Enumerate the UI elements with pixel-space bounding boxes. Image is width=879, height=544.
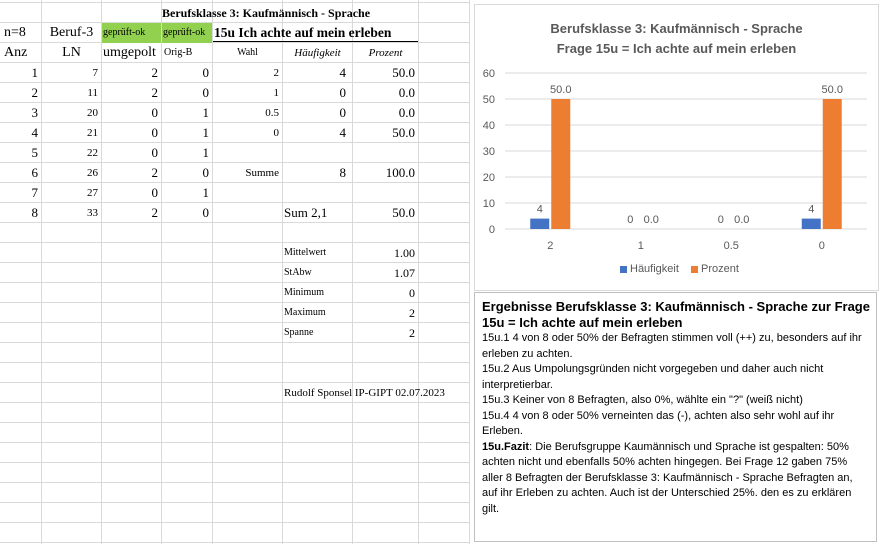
freq-wahl: 0.5 bbox=[265, 107, 279, 119]
data-label: 0 bbox=[627, 214, 634, 226]
result-15u-2: 15u.2 Aus Umpolungsgründen nicht vorgegeben und daher auch nicht interpretierbar. bbox=[482, 363, 824, 391]
stat-label: Minimum bbox=[284, 287, 325, 298]
data-label: 0 bbox=[717, 214, 724, 226]
summe-label: Summe bbox=[245, 167, 279, 179]
x-tick-label: 1 bbox=[637, 240, 644, 252]
freq-haeufigkeit: 0 bbox=[339, 85, 346, 100]
row-umgepolt: 2 bbox=[151, 205, 158, 220]
result-15u-1: 15u.1 4 von 8 oder 50% der Befragten stimmen voll (++) zu, besonders auf ihr erleben zu achten. bbox=[482, 332, 862, 360]
row-orig: 1 bbox=[202, 105, 209, 120]
bar-chart[interactable] bbox=[474, 4, 879, 291]
gepr-ok-2: geprüft-ok bbox=[162, 23, 212, 43]
summe-haeufigkeit: 8 bbox=[339, 165, 346, 180]
data-label: 4 bbox=[536, 203, 543, 216]
row-umgepolt: 0 bbox=[151, 145, 158, 160]
freq-prozent: 50.0 bbox=[392, 125, 415, 140]
stat-value: 1.00 bbox=[394, 246, 415, 260]
y-tick-label: 10 bbox=[482, 198, 495, 210]
row-ln: 27 bbox=[87, 187, 98, 199]
row-ln: 26 bbox=[87, 167, 98, 179]
col-ln: LN bbox=[62, 45, 81, 60]
n-label: n=8 bbox=[4, 25, 26, 40]
col-wahl: Wahl bbox=[237, 47, 258, 58]
freq-wahl: 0 bbox=[273, 127, 279, 139]
results-textbox[interactable] bbox=[474, 292, 877, 542]
freq-haeufigkeit: 0 bbox=[339, 105, 346, 120]
y-tick-label: 20 bbox=[482, 172, 495, 184]
row-umgepolt: 0 bbox=[151, 105, 158, 120]
freq-haeufigkeit: 4 bbox=[339, 65, 346, 80]
sheet-title: Berufsklasse 3: Kaufmännisch - Sprache bbox=[162, 6, 371, 20]
row-ln: 22 bbox=[87, 147, 98, 159]
y-tick-label: 50 bbox=[482, 94, 495, 106]
row-anz: 2 bbox=[31, 85, 38, 100]
row-orig: 0 bbox=[202, 65, 209, 80]
bar-prozent bbox=[823, 99, 842, 229]
x-tick-label: 2 bbox=[547, 240, 554, 252]
chart-subtitle: Frage 15u = Ich achte auf mein erleben bbox=[556, 41, 797, 56]
row-anz: 1 bbox=[31, 65, 38, 80]
data-label: 50.0 bbox=[821, 84, 843, 96]
row-ln: 7 bbox=[92, 67, 98, 79]
legend-swatch-prozent bbox=[691, 266, 698, 273]
row-umgepolt: 0 bbox=[151, 185, 158, 200]
result-15u-fazit bbox=[482, 440, 870, 518]
row-orig: 0 bbox=[202, 85, 209, 100]
beruf-label: Beruf-3 bbox=[49, 25, 94, 40]
fazit-label: 15u.Fazit bbox=[482, 440, 530, 453]
row-anz: 7 bbox=[31, 185, 38, 200]
row-anz: 6 bbox=[31, 165, 38, 180]
y-tick-label: 60 bbox=[482, 68, 495, 80]
row-orig: 1 bbox=[202, 185, 209, 200]
data-label: 0.0 bbox=[643, 214, 659, 226]
row-ln: 21 bbox=[87, 127, 98, 139]
data-label: 0.0 bbox=[734, 214, 750, 226]
bar-haeufigkeit bbox=[530, 219, 549, 229]
bar-prozent bbox=[551, 99, 570, 229]
x-tick-label: 0.5 bbox=[723, 240, 739, 252]
row-ln: 20 bbox=[87, 107, 98, 119]
row-umgepolt: 2 bbox=[151, 65, 158, 80]
freq-prozent: 0.0 bbox=[398, 85, 415, 100]
col-anz: Anz bbox=[4, 45, 28, 60]
stat-label: Spanne bbox=[284, 327, 314, 338]
result-15u-4: 15u.4 4 von 8 oder 50% verneinten das (-), achten also sehr wohl auf ihr Erleben. bbox=[482, 409, 835, 437]
stat-label: Maximum bbox=[284, 307, 326, 318]
row-orig: 0 bbox=[202, 205, 209, 220]
bar-haeufigkeit bbox=[802, 219, 821, 229]
col-prozent: Prozent bbox=[368, 47, 403, 59]
freq-prozent: 0.0 bbox=[398, 105, 415, 120]
summe-prozent: 100.0 bbox=[385, 165, 415, 180]
sum21-label: Sum 2,1 bbox=[284, 205, 328, 220]
data-label: 4 bbox=[808, 203, 815, 216]
col-orig-b: Orig-B bbox=[164, 47, 193, 58]
legend-label-haeufigkeit: Häufigkeit bbox=[630, 263, 679, 275]
chart-title: Berufsklasse 3: Kaufmännisch - Sprache bbox=[550, 21, 803, 36]
row-anz: 8 bbox=[31, 205, 38, 220]
row-anz: 4 bbox=[31, 125, 38, 140]
legend-label-prozent: Prozent bbox=[701, 263, 739, 275]
row-ln: 11 bbox=[87, 87, 98, 99]
row-ln: 33 bbox=[87, 207, 98, 219]
freq-prozent: 50.0 bbox=[392, 65, 415, 80]
row-orig: 1 bbox=[202, 125, 209, 140]
freq-wahl: 1 bbox=[273, 87, 279, 99]
stat-label: StAbw bbox=[284, 267, 312, 278]
row-orig: 0 bbox=[202, 165, 209, 180]
row-umgepolt: 0 bbox=[151, 125, 158, 140]
freq-haeufigkeit: 4 bbox=[339, 125, 346, 140]
stat-label: Mittelwert bbox=[284, 247, 327, 258]
y-tick-label: 40 bbox=[482, 120, 495, 132]
chart-legend bbox=[620, 263, 739, 275]
row-orig: 1 bbox=[202, 145, 209, 160]
results-heading: Ergebnisse Berufsklasse 3: Kaufmännisch - Sprache zur Frage 15u = Ich achte auf mein erleben bbox=[482, 299, 870, 330]
x-tick-label: 0 bbox=[818, 240, 825, 252]
stat-value: 2 bbox=[409, 306, 415, 320]
sum21-prozent: 50.0 bbox=[392, 205, 415, 220]
row-umgepolt: 2 bbox=[151, 165, 158, 180]
author-credit: Rudolf Sponsel IP-GIPT 02.07.2023 bbox=[284, 387, 445, 399]
row-anz: 3 bbox=[31, 105, 38, 120]
stat-value: 0 bbox=[409, 286, 415, 300]
col-umgepolt: umgepolt bbox=[103, 45, 156, 60]
data-label: 50.0 bbox=[550, 84, 572, 96]
legend-swatch-haeufigkeit bbox=[620, 266, 627, 273]
result-15u-3: 15u.3 Keiner von 8 Befragten, also 0%, wählte ein "?" (weiß nicht) bbox=[482, 394, 803, 406]
y-tick-label: 0 bbox=[488, 224, 495, 236]
chart-plot bbox=[475, 5, 878, 290]
freq-wahl: 2 bbox=[273, 67, 279, 79]
col-haeufigkeit: Häufigkeit bbox=[294, 47, 341, 59]
row-anz: 5 bbox=[31, 145, 38, 160]
row-umgepolt: 2 bbox=[151, 85, 158, 100]
question-header: 15u Ich achte auf mein erleben bbox=[214, 25, 392, 40]
y-tick-label: 30 bbox=[482, 146, 495, 158]
stat-value: 1.07 bbox=[394, 266, 415, 280]
gepr-ok-1: geprüft-ok bbox=[102, 23, 161, 43]
stat-value: 2 bbox=[409, 326, 415, 340]
fazit-text: : Die Berufsgruppe Kaumännisch und Sprache ist gespalten: 50% achten nicht und ebenfalls 50% achten hingegen. Bei Frage 12 gaben 75% aller 8 Befragten der Berufsklasse 3: Kaufmännisch - Sprache Befragten an, auf ihr Erleben zu achten. Auch ist der Unterschied 25%. den es zu erklären gilt. bbox=[482, 440, 853, 515]
